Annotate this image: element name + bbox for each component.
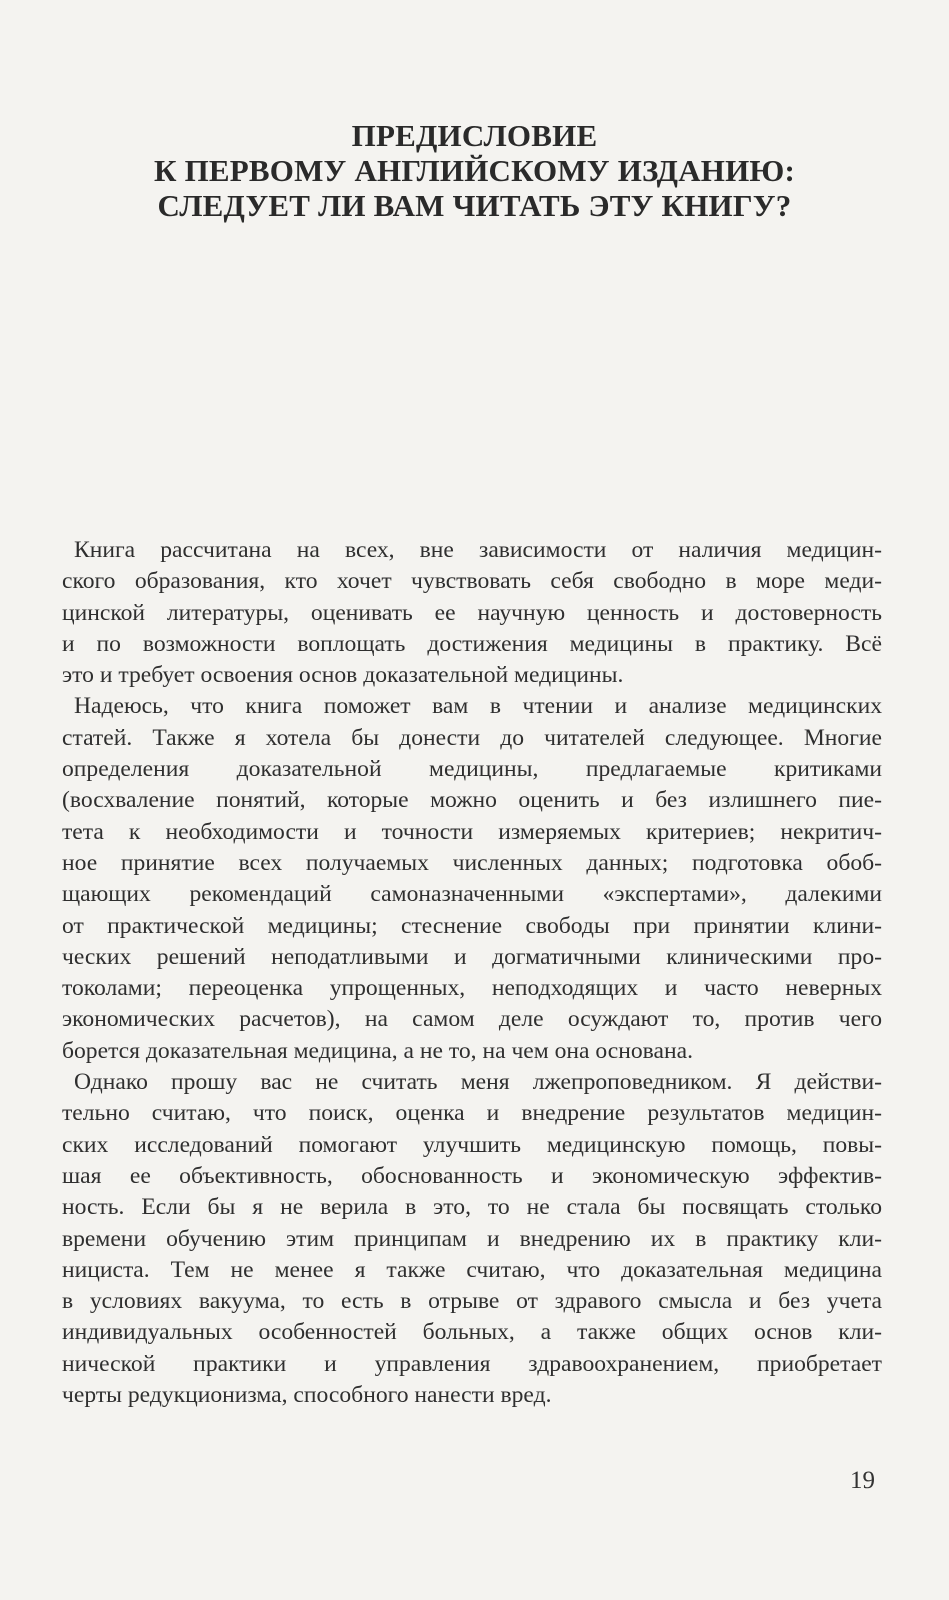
text-line: нической практики и управления здравоохранением, приобретает — [62, 1350, 882, 1377]
text-line: времени обучению этим принципам и внедрению их в практику кли- — [62, 1225, 882, 1252]
text-line: ность. Если бы я не верила в это, то не стала бы посвящать столько — [62, 1194, 882, 1221]
text-line: тета к необходимости и точности измеряемых критериев; некритич- — [62, 818, 882, 845]
text-line: борется доказательная медицина, а не то, на чем она основана. — [62, 1037, 693, 1064]
paragraph-3 — [62, 1067, 882, 1411]
text-line: ческих решений неподатливыми и догматичными клиническими про- — [62, 943, 882, 970]
text-line: токолами; переоценка упрощенных, неподходящих и часто неверных — [62, 975, 882, 1002]
text-line: индивидуальных особенностей больных, а также общих основ кли- — [62, 1319, 882, 1346]
heading-line-2: К ПЕРВОМУ АНГЛИЙСКОМУ ИЗДАНИЮ: — [153, 153, 796, 188]
page-number: 19 — [850, 1467, 875, 1494]
text-line: (восхваление понятий, которые можно оценить и без излишнего пие- — [62, 787, 882, 814]
text-line: и по возможности воплощать достижения медицины в практику. Всё — [62, 630, 882, 657]
text-line: ских исследований помогают улучшить медицинскую помощь, повы- — [62, 1131, 882, 1158]
heading-line-3: СЛЕДУЕТ ЛИ ВАМ ЧИТАТЬ ЭТУ КНИГУ? — [157, 188, 792, 223]
text-line: шая ее объективность, обоснованность и экономическую эффектив- — [62, 1162, 882, 1189]
paragraph-1 — [62, 535, 882, 691]
heading-line-1: ПРЕДИСЛОВИЕ — [351, 118, 598, 153]
text-line: цинской литературы, оценивать ее научную ценность и достоверность — [62, 599, 882, 626]
text-line: черты редукционизма, способного нанести вред. — [62, 1382, 552, 1409]
text-line: Книга рассчитана на всех, вне зависимости от наличия медицин- — [74, 537, 882, 563]
text-line: щающих рекомендаций самоназначенными «экспертами», далекими — [62, 881, 882, 908]
text-line: в условиях вакуума, то есть в отрыве от здравого смысла и без учета — [62, 1288, 882, 1315]
text-line: это и требует освоения основ доказательной медицины. — [62, 662, 624, 689]
text-line: Однако прошу вас не считать меня лжепроповедником. Я действи- — [74, 1069, 882, 1096]
text-line: ное принятие всех получаемых численных данных; подготовка обоб- — [62, 849, 882, 876]
chapter-heading — [60, 118, 889, 223]
text-line: ского образования, кто хочет чувствовать себя свободно в море меди- — [62, 568, 882, 595]
text-line: Надеюсь, что книга поможет вам в чтении и анализе медицинских — [74, 693, 882, 720]
text-line: от практической медицины; стеснение свободы при принятии клини- — [62, 912, 882, 939]
text-line: тельно считаю, что поиск, оценка и внедрение результатов медицин- — [62, 1100, 882, 1127]
text-line: ницистa. Тем не менее я также считаю, что доказательная медицина — [62, 1256, 882, 1283]
text-line: экономических расчетов), на самом деле осуждают то, против чего — [62, 1006, 882, 1033]
body-text — [62, 535, 882, 1411]
paragraph-2 — [62, 691, 882, 1067]
text-line: определения доказательной медицины, предлагаемые критиками — [62, 756, 882, 783]
text-line: статей. Также я хотела бы донести до читателей следующее. Многие — [62, 724, 882, 751]
